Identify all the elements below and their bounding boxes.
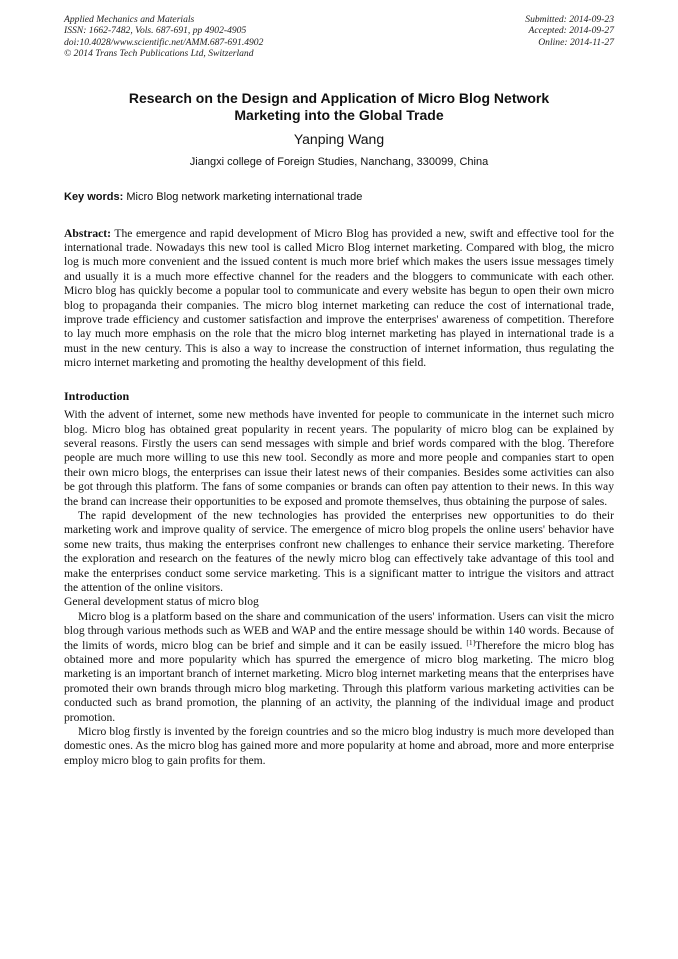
abstract-label: Abstract: — [64, 226, 112, 240]
online-date: Online: 2014-11-27 — [538, 36, 614, 48]
abstract-text: The emergence and rapid development of Micro Blog has provided a new, swift and effective tool for the international trade. Nowadays this new tool is called Micro Blog internet marketing. Compared with blog, the micro log is much more convenient and the issued content is much more brief which makes the users issue messages timely and usually it is a much more effective channel for the readers and the bloggers to communicate with each other. Micro blog has quickly become a popular tool to communicate and every website has begun to open their own micro blog to propaganda their companies. The micro blog internet marketing can reduce the cost of international trade, improve trade efficiency and customer satisfaction and improve the enterprises' awareness of competition. Therefore to lay much more emphasis on the role that the micro blog internet marketing has played in international trade is a must in the new century. This is also a way to increase the construction of internet information, thus regulating the micro internet marketing and promoting the healthy development of this field. — [64, 226, 614, 370]
keywords-text: Micro Blog network marketing international trade — [123, 190, 363, 203]
submission-dates — [525, 14, 614, 60]
intro-paragraph-2: The rapid development of the new technologies has provided the enterprises new opportunities to do their marketing work and improve quality of service. The emergence of micro blog propels the online users' behavior have some new traits, thus making the enterprises confront new challenges to enhance their service marketing. Therefore the exploration and research on the features of the newly micro blog can effectively take advantage of this tool and make the enterprises conduct some service marketing. This is a significant matter to intrigue the visitors and attract the attention of the online visitors. — [64, 508, 614, 594]
keywords-label: Key words: — [64, 190, 124, 203]
abstract — [64, 227, 614, 371]
journal-info — [64, 14, 263, 60]
submitted-date: Submitted: 2014-09-23 — [525, 14, 614, 25]
journal-doi: doi:10.4028/www.scientific.net/AMM.687-691.4902 — [64, 36, 264, 48]
title-line-1: Research on the Design and Application of Micro Blog Network — [128, 89, 550, 106]
intro-paragraph-3 — [64, 610, 614, 725]
section-heading-introduction: Introduction — [64, 388, 130, 403]
accepted-date: Accepted: 2014-09-27 — [528, 25, 614, 37]
journal-copyright: © 2014 Trans Tech Publications Ltd, Switzerland — [64, 48, 254, 60]
intro-paragraph-4: Micro blog firstly is invented by the foreign countries and so the micro blog industry is much more developed than domestic ones. As the micro blog has gained more and more popularity at home and abroad, more and more enterprise employ micro blog to gain profits for them. — [64, 725, 614, 767]
subsection-heading: General development status of micro blog — [64, 595, 259, 609]
citation-ref[interactable]: [1] — [466, 637, 476, 647]
paragraph-3-text-b: Therefore the micro blog has obtained more and more popularity which has spurred the emergence of micro blog marketing. The micro blog marketing is an important branch of internet marketing. Micro blog internet marketing means that the enterprises have promoted their own brands through micro blog marketing. Through this platform various marketing activities can be conducted such as brand promotion, the planning of an activity, the planning of the individual image and product promotion. — [64, 638, 615, 724]
journal-issn: ISSN: 1662-7482, Vols. 687-691, pp 4902-4905 — [64, 25, 247, 37]
journal-header — [64, 14, 614, 60]
author-name: Yanping Wang — [293, 130, 385, 147]
journal-name: Applied Mechanics and Materials — [64, 14, 195, 25]
keywords — [64, 191, 614, 204]
paragraph-3-text-a: Micro blog is a platform based on the share and communication of the users' information. Users can visit the micro blog through various methods such as WEB and WAP and the entire message should be within 140 words. Because of the limits of words, micro blog can be brief and simple and it can be easily issued. — [64, 609, 614, 652]
title-line-2: Marketing into the Global Trade — [234, 106, 444, 123]
intro-paragraph-1: With the advent of internet, some new methods have invented for people to communicate in the internet such micro blog. Micro blog has obtained great popularity in recent years. The popularity of micro blog can be explained by several reasons. Firstly the users can send messages with simple and brief words compared with the blog. Therefore people are much more willing to use this new tool. Secondly as more and more people and companies start to open their own micro blogs, the enterprises can issue their latest news of their companies. Besides some activities can also be got through this platform. The fans of some companies or brands can often pay attention to their news. In this way the brand can increase their opportunities to be exposed and promote themselves, thus obtaining the purpose of sales. — [64, 408, 614, 508]
author-affiliation: Jiangxi college of Foreign Studies, Nanchang, 330099, China — [189, 155, 489, 168]
paper-title — [64, 90, 614, 124]
